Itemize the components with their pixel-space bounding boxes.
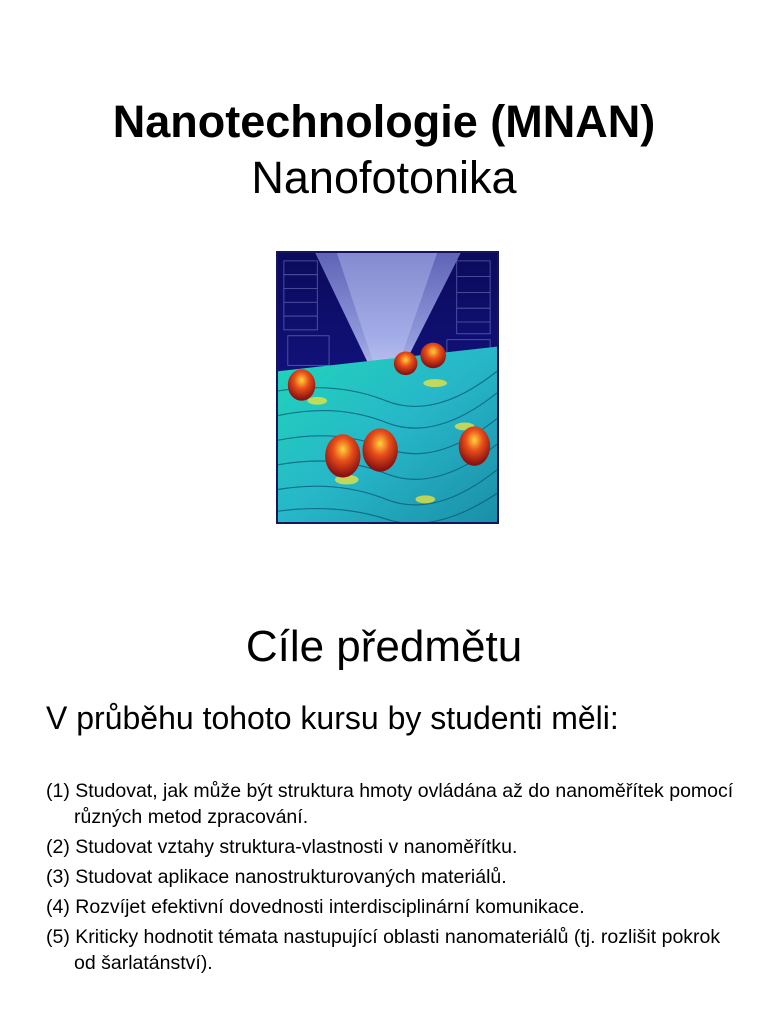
document-subtitle: Nanofotonika	[251, 152, 517, 203]
list-item: (1) Studovat, jak může být struktura hmoty ovládána až do nanoměřítek pomocí různých metod zpracování.	[46, 780, 734, 828]
nanophotonics-image	[276, 251, 499, 524]
list-item: (3) Studovat aplikace nanostrukturovaných materiálů.	[46, 866, 507, 888]
section-heading: Cíle předmětu	[245, 622, 523, 671]
list-item: (5) Kriticky hodnotit témata nastupující oblasti nanomateriálů (tj. rozlišit pokrok od šarlatánství).	[46, 926, 721, 974]
nanophotonics-surface-image	[278, 253, 497, 522]
document-title: Nanotechnologie (MNAN)	[112, 96, 656, 147]
list-item: (2) Studovat vztahy struktura-vlastnosti v nanoměřítku.	[46, 836, 518, 858]
list-item: (4) Rozvíjet efektivní dovednosti interdisciplinární komunikace.	[46, 896, 585, 918]
section-intro: V průběhu tohoto kursu by studenti měli:	[46, 700, 619, 736]
goals-list	[46, 778, 746, 980]
